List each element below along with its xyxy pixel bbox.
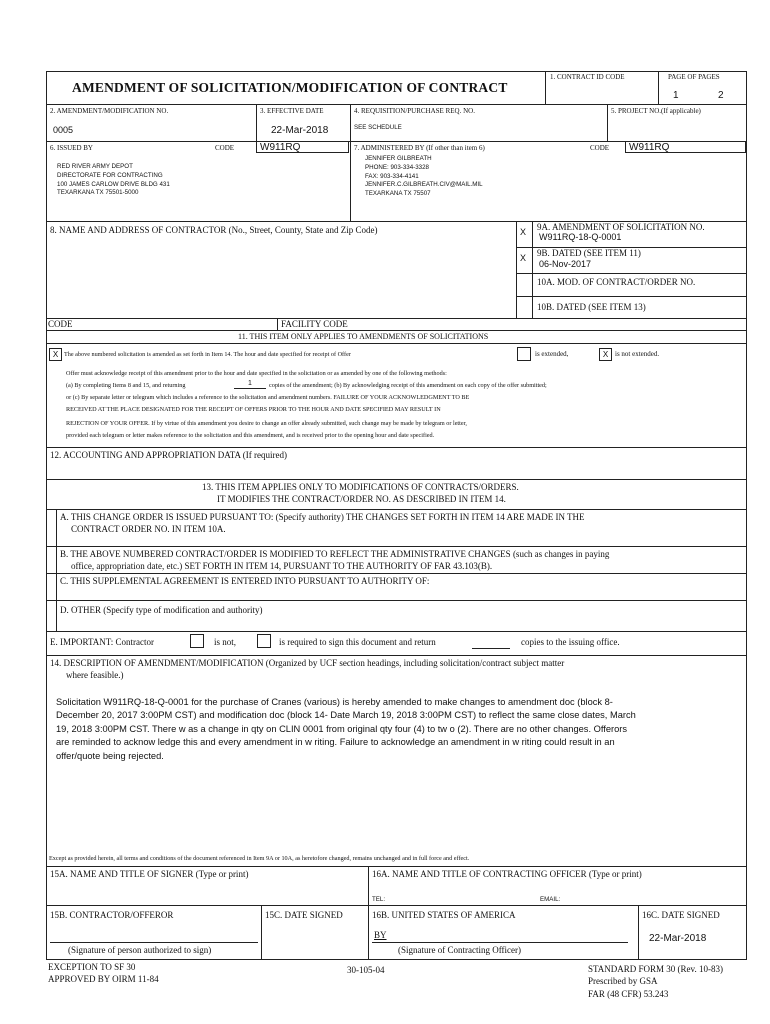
rule [516,273,747,274]
body-line: 19, 2018 3:00PM CST. There w as a change in qty on CLIN 0001 from original qty four (4) to tw o (2). There are no other changes. Offerors [56,723,628,734]
rule [46,905,747,906]
address-line: PHONE: 903-334-3328 [365,163,429,171]
rule [46,318,747,319]
item13c: C. THIS SUPPLEMENTAL AGREEMENT IS ENTERED INTO PURSUANT TO AUTHORITY OF: [60,576,430,586]
rule [46,71,47,960]
req-no: SEE SCHEDULE [354,124,402,131]
sig-officer-label: (Signature of Contracting Officer) [398,945,522,955]
rule [46,546,747,547]
rule [46,509,747,510]
item13a-line1: A. THIS CHANGE ORDER IS ISSUED PURSUANT TO: (Specify authority) THE CHANGES SET FORTH IN ITEM 14 ARE MADE IN THE [60,512,585,522]
amendment-no: 0005 [53,125,74,135]
address-line: JENNIFER GILBREATH [365,155,432,162]
rule [545,71,546,104]
is-not-label: is not, [214,637,237,647]
administered-by-code: W911RQ [625,141,746,153]
administered-by-label: 7. ADMINISTERED BY (If other than item 6) [354,144,485,152]
amended-text: The above numbered solicitation is amended as set forth in Item 14. The hour and date specified for receipt of Offer [64,351,351,358]
issued-by-label: 6. ISSUED BY [50,144,93,152]
address-line: 100 JAMES CARLOW DRIVE BLDG 431 [57,180,170,188]
extended-checkbox[interactable] [517,347,531,361]
label-16c: 16C. DATE SIGNED [642,910,720,920]
project-no-label: 5. PROJECT NO.(If applicable) [611,107,701,115]
body-line: Solicitation W911RQ-18-Q-0001 for the purchase of Cranes (various) is hereby amended to make changes to amendment doc (block 8- [56,697,613,707]
rule [46,631,747,632]
address-line: FAX: 903-334-4141 [365,172,419,180]
item11-line4: RECEIVED AT THE PLACE DESIGNATED FOR THE RECEIPT OF OFFERS PRIOR TO THE HOUR AND DATE SPECIFIED MAY RESULT IN [66,406,441,413]
value-9b: 06-Nov-2017 [539,259,592,269]
rule [46,330,747,331]
rule [46,600,747,601]
contractor-label: 8. NAME AND ADDRESS OF CONTRACTOR (No., Street, County, State and Zip Code) [50,225,378,235]
standard-form-label: STANDARD FORM 30 (Rev. 10-83) [588,964,723,974]
rule [256,104,257,141]
administered-by-code-label: CODE [590,144,610,152]
rule [607,104,608,141]
rule [746,71,747,960]
date-16c: 22-Mar-2018 [649,933,707,944]
copies-return-field[interactable] [472,648,510,649]
form-code: 30-105-04 [347,965,385,975]
approved-label: APPROVED BY OIRM 11-84 [48,974,159,984]
tel-label: TEL: [372,896,386,903]
rule [638,905,639,960]
rule [261,905,262,960]
item13a-line2: CONTRACT ORDER NO. IN ITEM 10A. [71,524,226,534]
rule [46,343,747,344]
body-line: are reminded to acknow ledge this and every amendment in w riting. Failure to acknowledge an amendment in w riting could result in an [56,737,615,748]
is-not-extended-label: is not extended. [615,350,660,358]
is-required-label: is required to sign this document and return [279,637,436,647]
email-label: EMAIL: [540,896,561,903]
rule [368,866,369,960]
item11-line6: provided each telegram or letter makes reference to the solicitation and this amendment, and is received prior to the opening hour and date specified. [66,432,435,439]
page-of-pages-label: PAGE OF PAGES [668,73,720,81]
item11-line5: REJECTION OF YOUR OFFER. If by virtue of this amendment you desire to change an offer already submitted, such change may be made by telegram or letter, [66,420,467,427]
label-15a: 15A. NAME AND TITLE OF SIGNER (Type or print) [50,869,249,879]
rule [516,296,747,297]
administered-by-address [365,155,483,199]
copies-tail-label: copies to the issuing office. [521,637,620,647]
amended-checkbox[interactable]: X [49,348,62,361]
label-16a: 16A. NAME AND TITLE OF CONTRACTING OFFICER (Type or print) [372,869,642,879]
rule [532,221,533,318]
label-10a: 10A. MOD. OF CONTRACT/ORDER NO. [537,277,696,287]
sig-person-label: (Signature of person authorized to sign) [68,945,212,955]
value-9a: W911RQ-18-Q-0001 [539,232,622,242]
item11-line2b: copies of the amendment; (b) By acknowledging receipt of this amendment on each copy of the offer submitted; [269,382,547,389]
signature-line-officer [372,942,628,943]
item13b-line2: office, appropriation date, etc.) SET FORTH IN ITEM 14, PURSUANT TO THE AUTHORITY OF FAR 43.103(B). [71,561,493,571]
rule [56,509,57,631]
address-line: JENNIFER.C.GILBREATH.CIV@MAIL.MIL [365,181,483,189]
rule [46,447,747,448]
not-extended-checkbox[interactable]: X [599,348,612,361]
rule [516,221,517,318]
form-title: AMENDMENT OF SOLICITATION/MODIFICATION OF CONTRACT [72,80,508,95]
rule [350,104,351,221]
amendment-no-label: 2. AMENDMENT/MODIFICATION NO. [50,107,169,115]
label-16b: 16B. UNITED STATES OF AMERICA [372,910,516,920]
label-10b: 10B. DATED (SEE ITEM 13) [537,302,646,312]
issued-by-code: W911RQ [256,141,349,153]
label-9b: 9B. DATED (SEE ITEM 11) [537,248,641,258]
prescribed-label: Prescribed by GSA [588,976,658,986]
copies-field[interactable]: 1 [234,380,266,389]
body-line: offer/quote being rejected. [56,750,164,761]
issued-by-address [57,163,170,198]
item11-line2a: (a) By completing Items 8 and 15, and returning [66,382,186,389]
rule [277,318,278,330]
item13d: D. OTHER (Specify type of modification and authority) [60,605,263,615]
rule [46,573,747,574]
address-line: TEXARKANA TX 75501-5000 [57,189,139,197]
label-9a: 9A. AMENDMENT OF SOLICITATION NO. [537,222,705,232]
item13-heading1: 13. THIS ITEM APPLIES ONLY TO MODIFICATIONS OF CONTRACTS/ORDERS. [202,482,519,492]
item12-label: 12. ACCOUNTING AND APPROPRIATION DATA (If required) [50,450,288,460]
issued-by-code-label: CODE [215,144,235,152]
rule [46,655,747,656]
item13-heading2: IT MODIFIES THE CONTRACT/ORDER NO. AS DESCRIBED IN ITEM 14. [217,494,506,504]
page-number: 1 [673,90,679,101]
item14-label1: 14. DESCRIPTION OF AMENDMENT/MODIFICATION (Organized by UCF section headings, including solicitation/contract subject matter [50,658,565,668]
item11-line1: Offer must acknowledge receipt of this amendment prior to the hour and date specified in the solicitation or as amended by one of the following methods: [66,370,447,377]
rule [658,71,659,104]
is-required-checkbox[interactable] [257,634,271,648]
req-no-label: 4. REQUISITION/PURCHASE REQ. NO. [354,107,475,115]
item13b-line1: B. THE ABOVE NUMBERED CONTRACT/ORDER IS MODIFIED TO REFLECT THE ADMINISTRATIVE CHANGES (such as changes in paying [60,549,610,559]
address-line: RED RIVER ARMY DEPOT [57,163,133,170]
item14-footer: Except as provided herein, all terms and conditions of the document referenced in Item 9A or 10A, as heretofore changed, remains unchanged and in full force and effect. [49,855,470,862]
rule [46,866,747,867]
rule [46,104,747,105]
code-label: CODE [48,319,73,329]
item14-label2: where feasible.) [66,670,124,680]
page-count: 2 [718,90,724,101]
is-extended-label: is extended, [535,350,569,358]
rule [46,479,747,480]
effective-date-label: 3. EFFECTIVE DATE [260,107,324,115]
item11-line3: or (c) By separate letter or telegram which includes a reference to the solicitation and amendment numbers. FAILURE OF YOUR ACKNOWLEDGMENT TO BE [66,394,470,401]
check-9a[interactable]: X [520,227,527,237]
effective-date: 22-Mar-2018 [271,125,329,136]
far-label: FAR (48 CFR) 53.243 [588,989,669,999]
facility-code-label: FACILITY CODE [281,319,348,329]
contract-id-code-label: 1. CONTRACT ID CODE [550,73,625,81]
body-line: December 20, 2017 3:00PM CST) and modification doc (block 14- Date March 19, 2018 3:00PM CST) to reflect the same close dates, March [56,710,636,721]
rule [46,71,747,72]
address-line: TEXARKANA TX 75507 [365,190,431,198]
item11-heading: 11. THIS ITEM ONLY APPLIES TO AMENDMENTS OF SOLICITATIONS [238,332,489,341]
check-9b[interactable]: X [520,253,527,263]
exception-label: EXCEPTION TO SF 30 [48,962,136,972]
item14-body [56,696,636,763]
label-15b: 15B. CONTRACTOR/OFFEROR [50,910,174,920]
is-not-checkbox[interactable] [190,634,204,648]
label-15c: 15C. DATE SIGNED [265,910,343,920]
rule [46,959,747,960]
address-line: DIRECTORATE FOR CONTRACTING [57,171,163,179]
signature-line-contractor [50,942,258,943]
by-label: BY [374,930,387,940]
important-label: E. IMPORTANT: Contractor [50,637,155,647]
